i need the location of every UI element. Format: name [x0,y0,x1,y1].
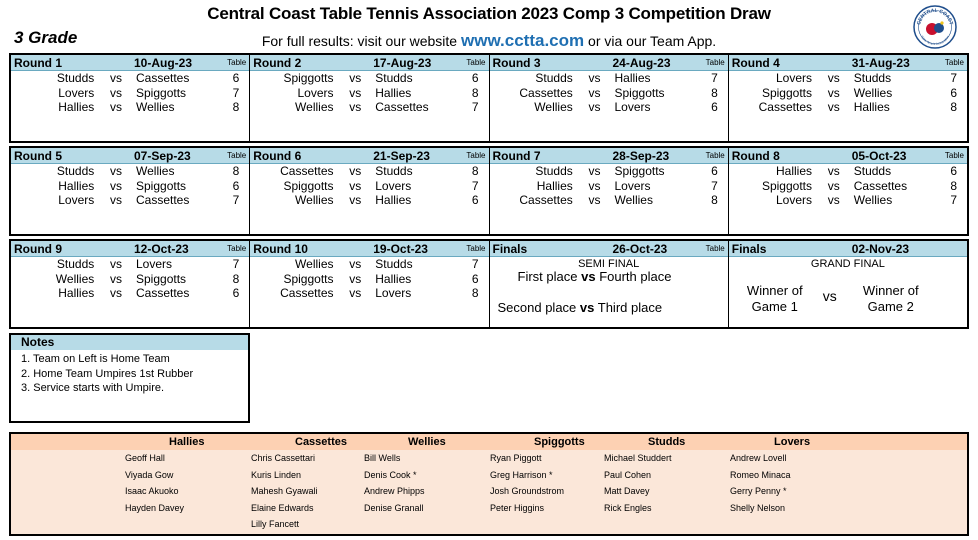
away-team: Lovers [375,178,412,193]
vs-label: vs [827,71,840,85]
table-header: Table [227,151,247,160]
semi-final-header [490,241,728,257]
home-team: Lovers [58,85,95,100]
table-number: 7 [950,71,957,85]
home-team: Cassettes [519,193,573,208]
home-team: Hallies [775,164,812,178]
notes-title: Notes [11,335,248,350]
match-row [729,86,967,101]
gf-home-line2: Game 1 [751,299,798,314]
player-name: Bill Wells [364,453,401,463]
vs-label: vs [588,178,601,193]
player-name: Romeo Minaca [730,469,791,480]
table-number: 7 [232,193,240,208]
player-name: Ryan Piggott [490,453,542,463]
round-cell [729,148,967,234]
vs-label: vs [581,269,596,284]
table-number: 7 [471,100,479,115]
round-title: Round 7 [492,149,541,163]
table-number: 7 [711,71,718,85]
round-title: Round 4 [731,56,780,70]
team-name: Lovers [774,436,811,448]
away-team: Spiggotts [136,178,187,193]
grand-final-cell [729,241,967,327]
round-date: 05-Oct-23 [851,149,907,163]
home-team: Studds [56,164,95,178]
round-date: 12-Oct-23 [134,242,189,256]
away-team: Lovers [136,257,173,271]
round-date: 31-Aug-23 [851,56,910,70]
gf-away-line1: Winner of [862,283,919,298]
team-name: Wellies [408,436,446,448]
round-cell [490,55,729,141]
vs-label: vs [588,193,601,208]
home-team: Wellies [534,100,573,115]
away-team: Spiggotts [614,164,665,178]
round-date: 10-Aug-23 [134,56,193,70]
home-team: Lovers [297,85,334,100]
player-name: Viyada Gow [125,469,174,480]
match-row [490,100,728,115]
match-row [250,86,488,101]
table-header: Table [466,58,486,67]
match-row [11,193,249,208]
vs-label: vs [110,286,122,301]
round-header [729,148,967,164]
website-pre: For full results: visit our website [261,33,458,49]
vs-label: vs [110,178,122,193]
away-team: Studds [375,71,413,85]
table-header: Table [705,58,725,67]
round-title: Round 3 [492,56,541,70]
match-row [490,71,728,86]
home-team: Wellies [55,271,95,286]
vs-label: vs [827,178,840,193]
round-cell [250,55,489,141]
home-team: Cassettes [519,85,573,100]
match-row [11,179,249,194]
match-row [250,179,488,194]
team-name: Studds [648,436,686,448]
table-number: 8 [232,164,240,178]
round-date: 17-Aug-23 [373,56,432,70]
vs-label: vs [110,257,122,271]
home-team: Wellies [295,193,334,208]
away-team: Lovers [375,286,412,301]
round-header [11,55,249,71]
vs-label: vs [588,164,601,178]
match-row [11,86,249,101]
player-name: Mahesh Gyawali [251,486,318,496]
match-home: First place [517,269,578,284]
away-team: Cassettes [853,178,908,193]
table-number: 7 [471,178,479,193]
away-team: Wellies [853,193,893,208]
table-header: Table [944,58,964,67]
home-team: Spiggotts [761,85,812,100]
vs-label: vs [349,71,362,85]
away-team: Wellies [853,85,893,100]
home-team: Studds [535,71,573,85]
table-number: 8 [232,100,240,115]
vs-label: vs [349,178,362,193]
round-title: Round 10 [253,242,308,256]
match-row [490,179,728,194]
match-row [11,286,249,301]
round-title: Round 8 [731,149,780,163]
table-number: 8 [711,85,718,100]
table-number: 6 [471,193,479,208]
away-team: Spiggotts [614,85,665,100]
vs-label: vs [588,100,601,115]
match-row [250,286,488,301]
table-number: 6 [471,71,479,85]
away-team: Wellies [614,193,653,208]
round-header [11,148,249,164]
rounds-row-1 [9,53,969,143]
note-item: 1. Team on Left is Home Team [21,353,170,365]
player-name: Shelly Nelson [730,502,786,513]
gf-home-line1: Winner of [746,283,803,298]
cctta-logo [913,5,957,49]
team-column [490,434,585,516]
round-title: Round 2 [253,56,302,70]
gf-away-line2: Game 2 [867,299,914,314]
table-header: Table [705,244,725,253]
table-header: Table [466,151,486,160]
table-number: 7 [232,85,240,100]
team-name: Cassettes [295,436,347,448]
table-number: 7 [232,257,240,271]
round-header [729,55,967,71]
table-number: 7 [471,257,479,271]
away-team: Spiggotts [136,271,187,286]
match-row [11,257,249,272]
away-team: Spiggotts [136,85,187,100]
home-team: Hallies [58,286,95,301]
home-team: Cassettes [758,100,812,115]
svg-text:Table Tennis Association: Table Tennis Association [919,34,951,47]
table-number: 8 [471,85,479,100]
away-team: Cassettes [375,100,429,115]
round-date: 07-Sep-23 [134,149,191,163]
home-team: Wellies [295,257,334,271]
table-number: 8 [950,100,957,115]
home-team: Hallies [58,100,95,115]
match-row [729,100,967,115]
round-cell [729,55,967,141]
player-name: Kuris Linden [251,469,302,480]
away-team: Studds [853,164,892,178]
round-cell [11,241,250,327]
round-title: Round 9 [14,242,62,256]
grand-final-date: 02-Nov-23 [851,242,910,256]
vs-label: vs [822,288,837,304]
round-header [250,148,488,164]
table-number: 6 [950,164,957,178]
round-title: Round 5 [14,149,62,163]
away-team: Hallies [614,71,651,85]
vs-label: vs [110,271,122,286]
home-team: Hallies [58,178,95,193]
round-cell [11,55,250,141]
table-number: 8 [471,286,479,301]
team-column [364,434,446,516]
away-team: Hallies [375,193,412,208]
table-number: 7 [711,178,718,193]
away-team: Wellies [136,100,175,115]
match-row [250,272,488,287]
table-number: 8 [471,164,479,178]
table-number: 6 [711,164,718,178]
player-name: Geoff Hall [125,453,165,463]
vs-label: vs [827,85,840,100]
player-name: Rick Engles [604,502,652,513]
home-team: Hallies [536,178,573,193]
match-row [490,164,728,179]
player-name: Lilly Fancett [251,519,300,529]
home-team: Spiggotts [761,178,812,193]
vs-label: vs [349,257,362,271]
grand-final-home [739,283,811,315]
website-link[interactable]: www.cctta.com [461,31,585,50]
vs-label: vs [588,85,601,100]
player-name: Andrew Phipps [364,486,425,496]
round-title: Round 6 [253,149,302,163]
home-team: Lovers [58,193,95,208]
round-header [250,241,488,257]
round-header [250,55,488,71]
away-team: Lovers [614,178,651,193]
table-number: 8 [950,178,957,193]
table-header: Table [466,244,486,253]
match-row [11,164,249,179]
grand-final-label: GRAND FINAL [810,258,885,270]
team-roster [9,432,969,536]
match-row [729,164,967,179]
player-name: Denis Cook * [364,469,417,480]
round-header [490,148,728,164]
player-name: Chris Cassettari [251,453,316,463]
page-title: Central Coast Table Tennis Association 2023 Comp 3 Competition Draw [207,4,771,23]
match-row [11,100,249,115]
player-name: Isaac Akuoko [125,486,179,496]
vs-label: vs [349,286,362,301]
team-column [604,434,685,516]
home-team: Wellies [295,100,334,115]
team-column [251,434,347,533]
rounds-row-3 [9,239,969,329]
vs-label: vs [827,100,840,115]
team-name: Spiggotts [534,436,585,448]
round-title: Round 1 [14,56,62,70]
home-team: Studds [56,257,95,271]
round-date: 21-Sep-23 [373,149,430,163]
round-header [11,241,249,257]
match-row [729,179,967,194]
player-name: Josh Groundstrom [490,486,565,496]
away-team: Wellies [136,164,175,178]
team-column [730,434,810,516]
semi-final-cell [490,241,729,327]
match-row [11,272,249,287]
vs-label: vs [110,71,122,85]
vs-label: vs [110,100,122,115]
website-post: or via our Team App. [588,33,717,49]
round-cell [250,241,489,327]
player-name: Hayden Davey [125,502,185,513]
match-row [250,257,488,272]
team-name: Hallies [169,436,205,448]
home-team: Cassettes [280,164,334,178]
player-name: Andrew Lovell [730,453,787,463]
semi-final-label: SEMI FINAL [578,258,640,270]
semi-final-date: 26-Oct-23 [612,242,668,256]
round-date: 28-Sep-23 [612,149,670,163]
table-header: Table [227,244,247,253]
player-name: Matt Davey [604,486,650,496]
table-number: 6 [711,100,718,115]
match-row [11,71,249,86]
vs-label: vs [827,164,840,178]
match-row [250,193,488,208]
match-row [729,193,967,208]
table-header: Table [705,151,725,160]
table-header: Table [944,151,964,160]
player-name: Elaine Edwards [251,502,314,513]
home-team: Studds [535,164,573,178]
table-number: 6 [232,71,240,85]
grand-final-away [851,283,931,315]
vs-label: vs [827,193,840,208]
round-date: 19-Oct-23 [373,242,428,256]
vs-label: vs [349,193,362,208]
semi-final-match-2 [498,300,663,315]
round-cell [11,148,250,234]
website-note [0,31,978,51]
match-row [490,193,728,208]
table-number: 6 [471,271,479,286]
notes-box [9,333,250,423]
away-team: Hallies [375,85,412,100]
away-team: Cassettes [136,193,190,208]
table-number: 8 [711,193,718,208]
away-team: Studds [375,257,413,271]
away-team: Lovers [614,100,651,115]
away-team: Studds [375,164,413,178]
grand-final-header [729,241,967,257]
table-number: 6 [232,178,240,193]
away-team: Hallies [375,271,412,286]
note-item: 2. Home Team Umpires 1st Rubber [21,367,194,380]
player-name: Denise Granall [364,502,424,513]
away-team: Cassettes [136,286,190,301]
away-team: Cassettes [136,71,190,85]
match-home: Second place [497,300,577,315]
grand-final-title: Finals [731,242,767,256]
vs-label: vs [110,193,122,208]
match-away: Fourth place [599,269,672,284]
round-header [490,55,728,71]
table-number: 8 [232,271,240,286]
round-date: 24-Aug-23 [612,56,671,70]
vs-label: vs [349,271,362,286]
table-number: 7 [950,193,957,208]
vs-label: vs [110,85,122,100]
match-away: Third place [597,300,663,315]
home-team: Lovers [775,193,812,208]
semi-final-match-1 [518,269,672,284]
vs-label: vs [349,85,362,100]
match-row [250,100,488,115]
home-team: Cassettes [280,286,334,301]
round-cell [490,148,729,234]
player-name: Gerry Penny * [730,486,787,496]
svg-text:CENTRAL COAST: CENTRAL COAST [916,7,954,26]
player-name: Greg Harrison * [490,469,553,480]
table-number: 6 [232,286,240,301]
grade-label: 3 Grade [14,28,78,47]
match-row [490,86,728,101]
vs-label: vs [349,164,362,178]
rounds-row-2 [9,146,969,236]
table-number: 6 [950,85,957,100]
team-column [125,434,204,516]
match-row [729,71,967,86]
home-team: Lovers [775,71,812,85]
match-row [250,164,488,179]
round-cell [250,148,489,234]
vs-label: vs [588,71,601,85]
note-item: 3. Service starts with Umpire. [21,382,165,394]
vs-label: vs [349,100,362,115]
away-team: Studds [853,71,892,85]
vs-label: vs [110,164,122,178]
match-row [250,71,488,86]
home-team: Spiggotts [283,271,334,286]
player-name: Peter Higgins [490,502,545,513]
home-team: Spiggotts [283,178,334,193]
away-team: Hallies [853,100,890,115]
vs-label: vs [579,300,595,315]
semi-final-title: Finals [492,242,528,256]
table-header: Table [227,58,247,67]
player-name: Paul Cohen [604,469,652,480]
home-team: Studds [56,71,95,85]
home-team: Spiggotts [283,71,334,85]
player-name: Michael Studdert [604,453,672,463]
